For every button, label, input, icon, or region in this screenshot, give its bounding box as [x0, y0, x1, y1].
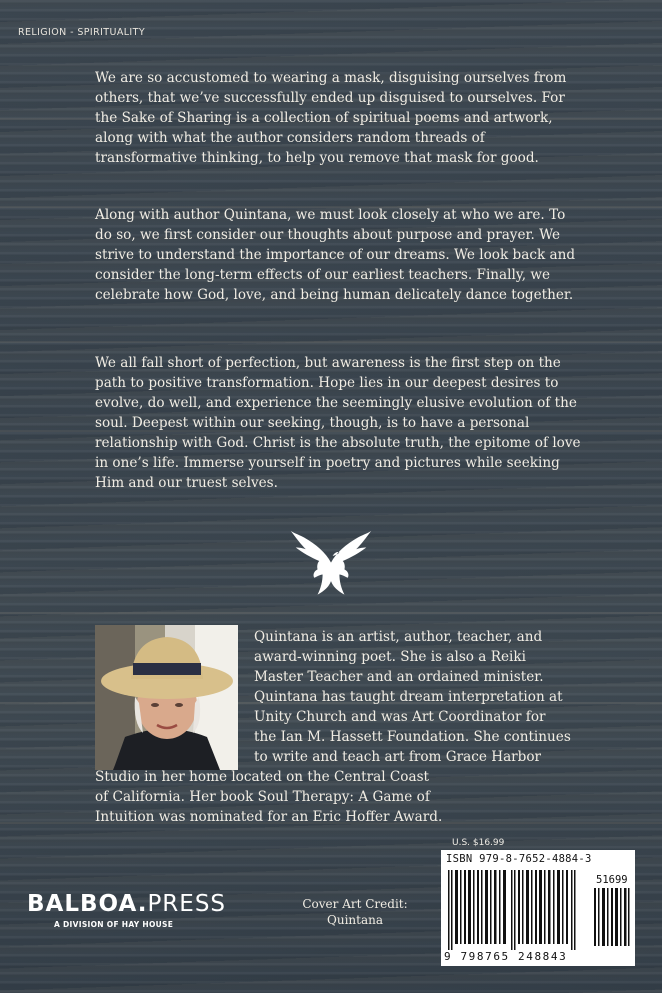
bio-line: Unity Church and was Art Coordinator for [254, 709, 546, 725]
isbn-barcode [441, 850, 635, 966]
ean-barcode-bars [446, 870, 586, 950]
blurb-paragraph-1: We are so accustomed to wearing a mask, disguising ourselves from others, that we’ve successfully ended up disguised to ourselves. For the Sake of Sharing is a collection of spiritual poems and artwork, along with what the author considers random threads of transformative thinking, to help you remove that mask for good. [95, 70, 567, 166]
publisher-logo [27, 891, 226, 917]
publisher-division: A DIVISION OF HAY HOUSE [54, 920, 174, 929]
price-code: 51699 [596, 874, 628, 886]
blurb-paragraph-3: We all fall short of perfection, but awareness is the first step on the path to positive transformation. Hope lies in our deepest desires to evolve, do well, and experience the seemingly elusive evolution of the soul. Deepest within our seeking, though, is to have a personal relationship with God. Christ is the absolute truth, the epitome of love in one’s life. Immerse yourself in poetry and pictures while seeking Him and our truest selves. [95, 355, 581, 491]
credit-name: Quintana [327, 913, 383, 927]
price-barcode-bars [593, 888, 631, 946]
logo-dot: . [137, 891, 148, 917]
ean-digits: 9 798765 248843 [444, 950, 568, 963]
publisher-name-bold: BALBOA [27, 891, 138, 917]
dove-icon [289, 519, 373, 603]
bio-line: the Ian M. Hassett Foundation. She continues [254, 729, 571, 745]
texture-streak [0, 612, 662, 614]
cover-art-credit [300, 896, 410, 928]
bio-line: Quintana has taught dream interpretation at [254, 689, 563, 705]
isbn-number: ISBN 979-8-7652-4884-3 [446, 853, 592, 865]
author-bio-continuation: Studio in her home located on the Central Coast of California. Her book Soul Therapy: A Game of Intuition was nominated for an Eric Hoffer Award. [95, 769, 443, 825]
bio-line: Quintana is an artist, author, teacher, and [254, 629, 543, 645]
bio-line: to write and teach art from Grace Harbor [254, 749, 542, 765]
texture-streak [0, 341, 662, 343]
blurb-paragraph-2: Along with author Quintana, we must look closely at who we are. To do so, we first consider our thoughts about purpose and prayer. We strive to understand the importance of our dreams. We look back and consider the long-term effects of our earliest teachers. Finally, we celebrate how God, love, and being human delicately dance together. [95, 207, 576, 303]
bio-line: Master Teacher and an ordained minister. [254, 669, 544, 685]
bio-line: award-winning poet. She is also a Reiki [254, 649, 526, 665]
category-label: RELIGION - SPIRITUALITY [18, 27, 146, 38]
credit-label: Cover Art Credit: [302, 897, 408, 911]
author-photo [95, 625, 238, 770]
author-bio [254, 627, 599, 767]
publisher-name-light: PRESS [147, 891, 227, 917]
price-label: U.S. $16.99 [452, 838, 505, 848]
